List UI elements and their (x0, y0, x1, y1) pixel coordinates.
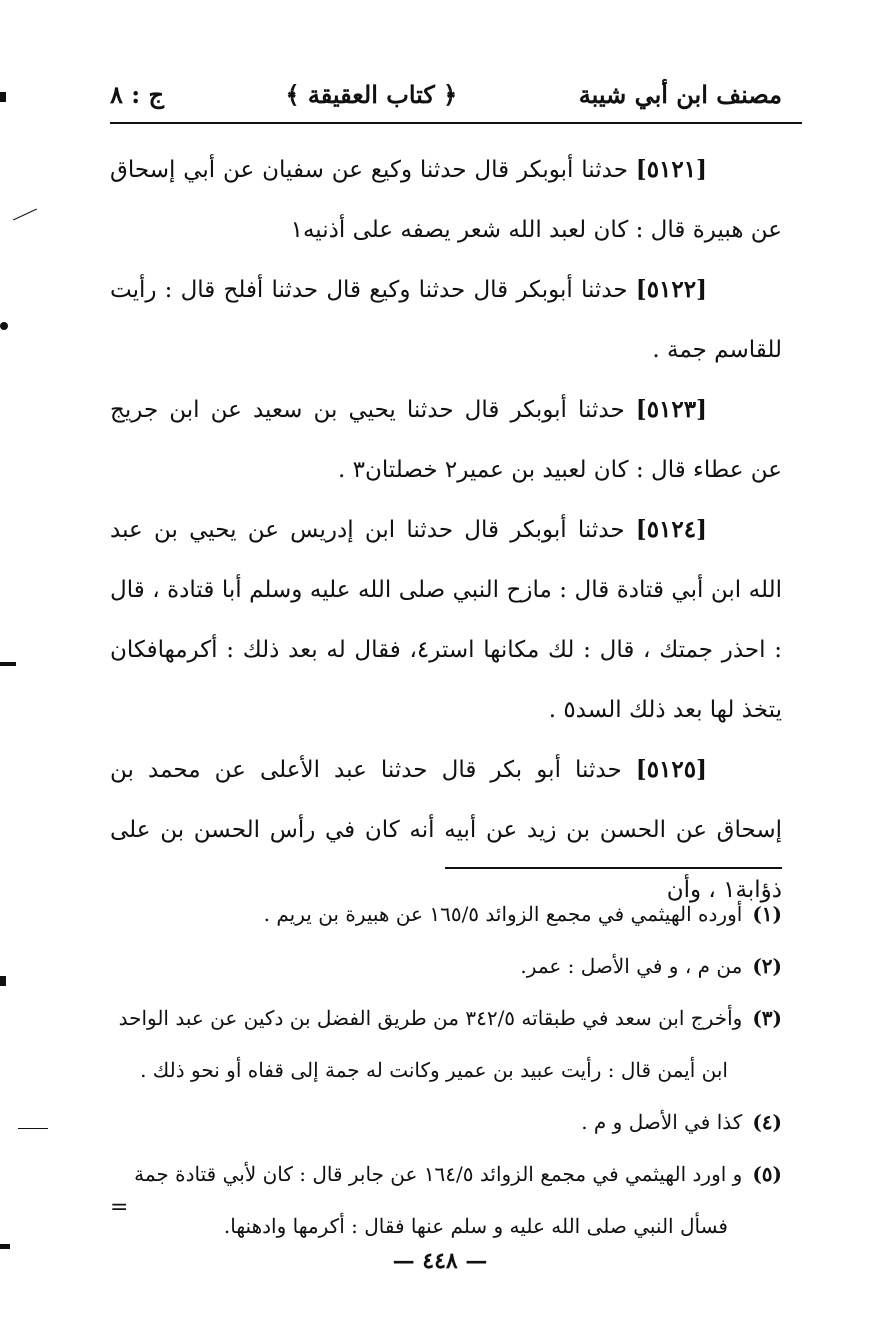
continuation-mark: = (110, 1195, 129, 1220)
entry-text: حدثنا أبوبكر قال حدثنا ابن إدريس عن يحيي بن عبد الله ابن أبي قتادة قال : مازح النبي صلى الله عليه وسلم أبا قتادة ، قال : احذر جمتك ، قال : لك مكانها استر٤، فقال له بعد ذلك : أكرمهافكان يتخذ لها بعد ذلك السد٥ . (110, 517, 782, 723)
main-text (110, 140, 782, 920)
footnote-mark: (٥) (752, 1162, 782, 1186)
entry-number: [٥١٢٤] (635, 516, 707, 543)
footnote (110, 888, 782, 940)
footnote-text: و اورد الهيثمي في مجمع الزوائد ١٦٤/٥ عن جابر قال : كان لأبي قتادة جمة (134, 1162, 743, 1186)
book-title: مصنف ابن أبي شيبة (578, 79, 782, 109)
entry-text: حدثنا أبو بكر قال حدثنا عبد الأعلى عن محمد بن إسحاق عن الحسن بن زيد عن أبيه أنه كان في رأس الحسن بن على ذؤابة١ ، وأن (110, 757, 782, 903)
footnote-text: كذا في الأصل و م . (581, 1110, 743, 1134)
running-header (110, 72, 782, 116)
entry-number: [٥١٢٣] (635, 396, 707, 423)
scan-margin-mark (18, 1128, 48, 1129)
entry-number: [٥١٢٢] (635, 276, 707, 303)
entry-text: حدثنا أبوبكر قال حدثنا وكيع قال حدثنا أفلح قال : رأيت للقاسم جمة . (110, 277, 782, 363)
scan-margin-mark (0, 1244, 10, 1249)
footnote-mark: (١) (752, 902, 782, 926)
scan-margin-mark (13, 209, 37, 221)
scan-margin-mark (0, 322, 8, 330)
hadith-entry (110, 380, 782, 500)
header-rule (110, 122, 802, 124)
entry-text: حدثنا أبوبكر قال حدثنا يحيي بن سعيد عن ابن جريج عن عطاء قال : كان لعبيد بن عمير٢ خصلتان٣ . (110, 397, 782, 483)
footnote (110, 992, 782, 1044)
footnote-text: وأخرج ابن سعد في طبقاته ٣٤٢/٥ من طريق الفضل بن دكين عن عبد الواحد (118, 1006, 743, 1030)
footnote (110, 940, 782, 992)
hadith-entry (110, 260, 782, 380)
footnote (110, 1148, 782, 1200)
footnote (110, 1096, 782, 1148)
scan-margin-mark (0, 92, 6, 102)
hadith-entry (110, 500, 782, 740)
footnote-rule (445, 867, 782, 869)
footnote-text: من م ، و في الأصل : عمر. (520, 954, 743, 978)
footnote-mark: (٤) (752, 1110, 782, 1134)
footnote-mark: (٢) (752, 954, 782, 978)
entry-number: [٥١٢١] (635, 156, 707, 183)
entry-text: حدثنا أبوبكر قال حدثنا وكيع عن سفيان عن أبي إسحاق عن هبيرة قال : كان لعبد الله شعر يصفه على أذنيه١ (110, 157, 782, 243)
footnotes (110, 888, 782, 1252)
footnote-text: أورده الهيثمي في مجمع الزوائد ١٦٥/٥ عن هبيرة بن يريم . (263, 902, 743, 926)
footnote-continuation: فسأل النبي صلى الله عليه و سلم عنها فقال : أكرمها وادهنها. (223, 1214, 728, 1238)
entry-number: [٥١٢٥] (635, 756, 707, 783)
volume-number: ج : ٨ (110, 79, 164, 109)
footnote-continuation: ابن أيمن قال : رأيت عبيد بن عمير وكانت له جمة إلى قفاه أو نحو ذلك . (140, 1058, 728, 1082)
scan-margin-mark (0, 662, 16, 666)
scan-margin-mark (0, 976, 6, 986)
hadith-entry (110, 140, 782, 260)
chapter-title: ﴿ كتاب العقيقة ﴾ (285, 79, 458, 109)
page-number: — ٤٤٨ — (392, 1248, 488, 1274)
footnote-mark: (٣) (752, 1006, 782, 1030)
